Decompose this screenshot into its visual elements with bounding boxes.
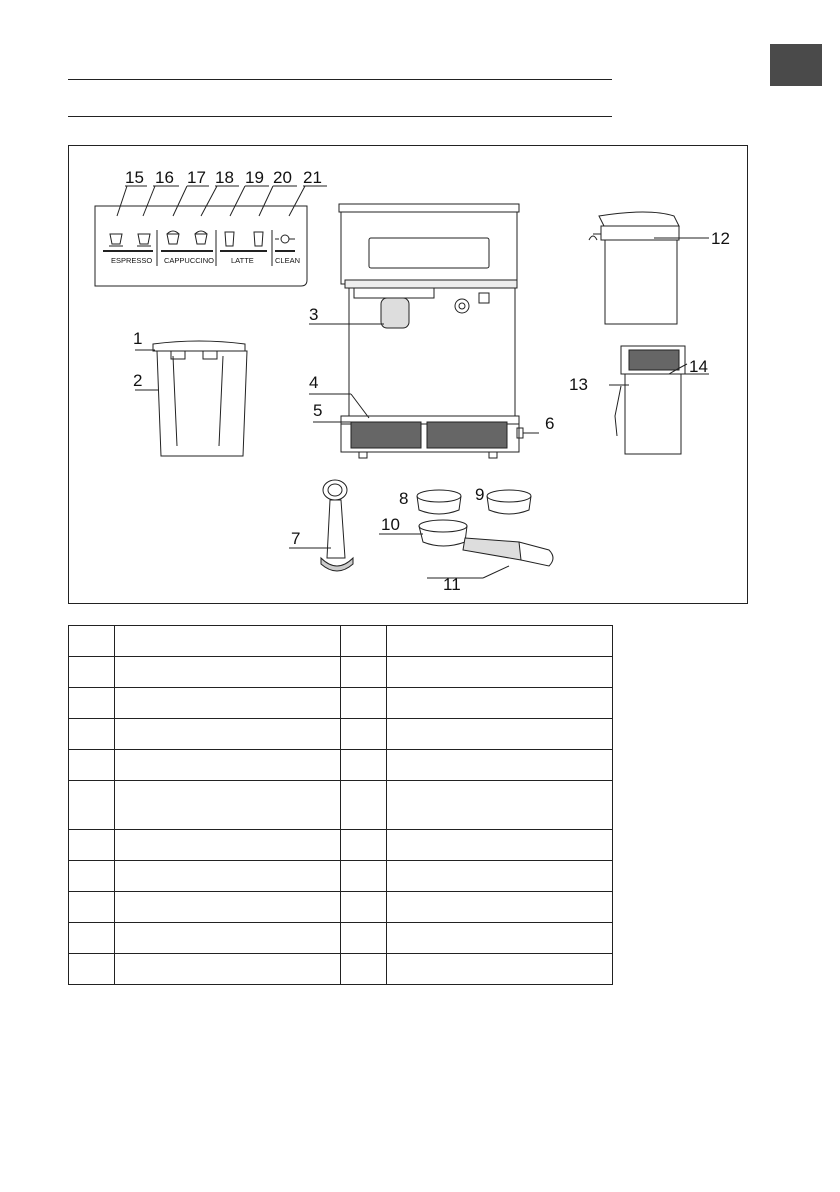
callout-2: 2	[133, 371, 143, 390]
callout-7: 7	[291, 529, 301, 548]
callout-11: 11	[443, 575, 461, 594]
callout-20: 20	[273, 168, 292, 187]
table-row	[69, 861, 613, 892]
callout-15: 15	[125, 168, 144, 187]
panel-label-espresso: ESPRESSO	[111, 256, 153, 265]
table-row	[69, 781, 613, 830]
double-filter-illustration	[487, 490, 531, 514]
milk-container-closed-illustration	[589, 212, 709, 324]
callout-18: 18	[215, 168, 234, 187]
callout-8: 8	[399, 489, 409, 508]
callout-3: 3	[309, 305, 319, 324]
panel-label-clean: CLEAN	[275, 256, 301, 265]
table-row	[69, 719, 613, 750]
table-row	[69, 688, 613, 719]
table-row	[69, 830, 613, 861]
header-rule-bottom	[68, 116, 612, 117]
table-row	[69, 954, 613, 985]
callout-12: 12	[711, 229, 730, 248]
callout-1: 1	[133, 329, 143, 348]
callout-17: 17	[187, 168, 206, 187]
table-row	[69, 892, 613, 923]
callout-13: 13	[569, 375, 588, 394]
callout-19: 19	[245, 168, 264, 187]
table-row	[69, 657, 613, 688]
panel-label-cappuccino: CAPPUCCINO	[164, 256, 215, 265]
language-tab	[770, 44, 822, 86]
control-panel-detail	[95, 186, 327, 286]
callout-16: 16	[155, 168, 174, 187]
product-overview-figure	[68, 145, 748, 604]
header-rule-top	[68, 79, 612, 80]
callout-9: 9	[475, 485, 485, 504]
coffee-machine-illustration	[309, 204, 539, 458]
parts-table	[68, 625, 613, 985]
callout-21: 21	[303, 168, 322, 187]
table-row	[69, 750, 613, 781]
tamper-illustration	[289, 480, 353, 571]
table-row	[69, 626, 613, 657]
callout-4: 4	[309, 373, 319, 392]
callout-6: 6	[545, 414, 555, 433]
table-row	[69, 923, 613, 954]
panel-label-latte: LATTE	[231, 256, 254, 265]
callout-5: 5	[313, 401, 323, 420]
portafilter-illustration	[379, 520, 553, 578]
single-filter-illustration	[417, 490, 461, 514]
water-tank-illustration	[135, 341, 247, 456]
callout-10: 10	[381, 515, 400, 534]
callout-14: 14	[689, 357, 708, 376]
